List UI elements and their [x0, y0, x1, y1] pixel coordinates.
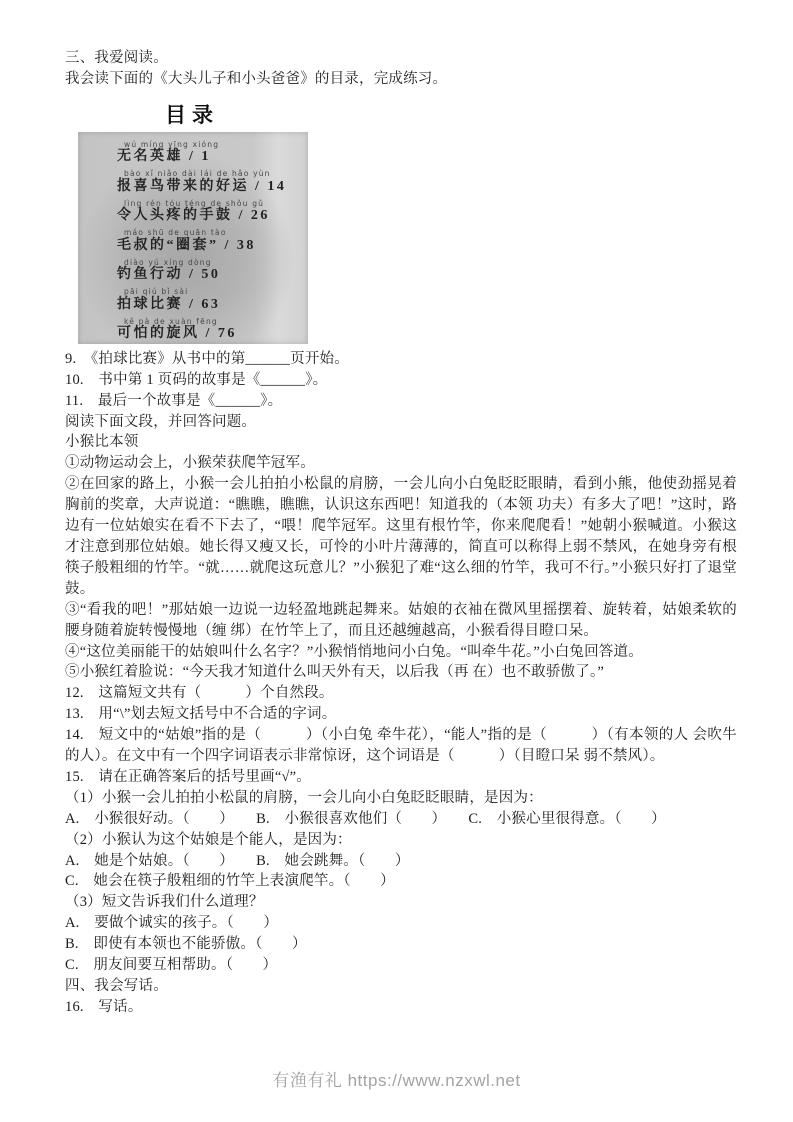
toc-entry-pinyin: máo shū de quān tào	[124, 228, 227, 238]
question-15-sub1-options: A. 小猴很好动。（ ） B. 小猴很喜欢他们（ ） C. 小猴心里很得意。（ ）	[65, 810, 666, 827]
watermark-footer: 有渔有礼 https://www.nzxwl.net	[272, 1071, 521, 1090]
toc-entry-title: 钓鱼行动 / 50	[117, 267, 221, 283]
question-15-sub2-option-c: C. 她会在筷子般粗细的竹竿上表演爬竿。（ ）	[65, 873, 395, 890]
question-10: 10. 书中第 1 页码的故事是《______》。	[65, 371, 328, 388]
toc-heading: 目录	[165, 102, 219, 127]
passage-title: 小猴比本领	[65, 434, 139, 451]
toc-entry-pinyin: diào yú xíng dòng	[124, 257, 212, 267]
section-three-intro: 我会读下面的《大头儿子和小头爸爸》的目录，完成练习。	[65, 70, 448, 87]
toc-entry-pinyin: kě pà de xuàn fēng	[124, 316, 218, 326]
question-15-sub3: （3）短文告诉我们什么道理？	[65, 894, 264, 911]
toc-entry-title: 拍球比赛 / 63	[117, 296, 221, 312]
toc-entry-title: 报喜鸟带来的好运 / 14	[117, 178, 287, 194]
toc-entry	[117, 170, 308, 194]
question-11: 11. 最后一个故事是《______》。	[65, 392, 283, 409]
question-9: 9. 《拍球比赛》从书中的第______页开始。	[65, 350, 349, 367]
question-15-sub3-option-b: B. 即使有本领也不能骄傲。（ ）	[65, 936, 307, 953]
toc-entry-title: 令人头疼的手鼓 / 26	[117, 208, 270, 224]
question-15-sub1: （1）小猴一会儿拍拍小松鼠的肩膀，一会儿向小白兔眨眨眼睛，是因为：	[65, 789, 543, 806]
passage-paragraph-2: ②在回家的路上，小猴一会儿拍拍小松鼠的肩膀，一会儿向小白兔眨眨眼睛，看到小熊，他使劲摇晃着胸前的奖章，大声说道：“瞧瞧，瞧瞧，认识这东西吧！知道我的（本领 功夫）有多大了吧！”这时，路边有一位姑娘实在看不下去了，“喂！爬竿冠军。这里有根竹竿，你来爬爬看！”她朝小猴喊道。小猴这才注意到那位姑娘。她长得又瘦又长，可怜的小叶片薄薄的，简直可以称得上弱不禁风，在她身旁有根筷子般粗细的竹竿。“就……就爬这玩意儿？”小猴犯了难“这么细的竹竿，我可不行。”小猴只好打了退堂鼓。	[65, 476, 737, 597]
toc-entry-pinyin: bào xǐ niǎo dài lái de hǎo yùn	[124, 169, 271, 179]
toc-entry-title: 可怕的旋风 / 76	[117, 326, 237, 342]
question-14: 14. 短文中的“姑娘”指的是（ ）（小白兔 牵牛花），“能人”指的是（ ）（有本领的人 会吹牛的人）。在文中有一个四字词语表示非常惊讶，这个词语是（ ）（目瞪口呆 弱不禁风）。	[65, 727, 737, 765]
reading-instruction: 阅读下面文段，并回答问题。	[65, 413, 257, 430]
toc-entry	[117, 229, 308, 253]
toc-entry	[117, 288, 308, 312]
toc-entry-title: 毛叔的“圈套” / 38	[117, 237, 256, 253]
toc-entry	[117, 259, 308, 283]
question-15-sub3-option-c: C. 朋友间要互相帮助。（ ）	[65, 957, 278, 974]
toc-photo	[78, 132, 308, 344]
question-13: 13. 用“\”划去短文括号中不合适的字词。	[65, 706, 337, 723]
worksheet-content	[65, 48, 737, 1018]
section-four-title: 四、我会写话。	[65, 978, 168, 994]
toc-entry	[117, 200, 308, 224]
question-15-sub2-options-ab: A. 她是个姑娘。（ ） B. 她会跳舞。（ ）	[65, 852, 410, 869]
toc-entry-title: 无名英雄 / 1	[117, 149, 211, 165]
question-16: 16. 写话。	[65, 998, 143, 1015]
question-12: 12. 这篇短文共有（ ）个自然段。	[65, 685, 334, 702]
passage-paragraph-4: ④“这位美丽能干的姑娘叫什么名字？”小猴悄悄地问小白兔。“叫牵牛花。”小白兔回答道。	[65, 643, 643, 660]
toc-entry-pinyin: wú míng yīng xióng	[124, 139, 220, 149]
question-15: 15. 请在正确答案后的括号里画“√”。	[65, 768, 311, 785]
passage-paragraph-1: ①动物运动会上，小猴荣获爬竿冠军。	[65, 455, 315, 472]
question-15-sub2: （2）小猴认为这个姑娘是个能人，是因为：	[65, 831, 352, 848]
question-15-sub3-option-a: A. 要做个诚实的孩子。（ ）	[65, 915, 279, 932]
passage-paragraph-3: ③“看我的吧！”那姑娘一边说一边轻盈地跳起舞来。姑娘的衣袖在微风里摇摆着、旋转着，姑娘柔软的腰身随着旋转慢慢地（缠 绑）在竹竿上了，而且还越缠越高，小猴看得目瞪口呆。	[65, 601, 737, 639]
toc-entry-pinyin: lìng rén tóu téng de shǒu gǔ	[124, 198, 265, 208]
section-three-title: 三、我爱阅读。	[65, 50, 168, 66]
passage-paragraph-5: ⑤小猴红着脸说：“今天我才知道什么叫天外有天，以后我（再 在）也不敢骄傲了。”	[65, 664, 605, 681]
toc-entry	[117, 141, 308, 165]
toc-entry-pinyin: pāi qiú bǐ sài	[124, 287, 189, 297]
toc-entry	[117, 318, 308, 342]
